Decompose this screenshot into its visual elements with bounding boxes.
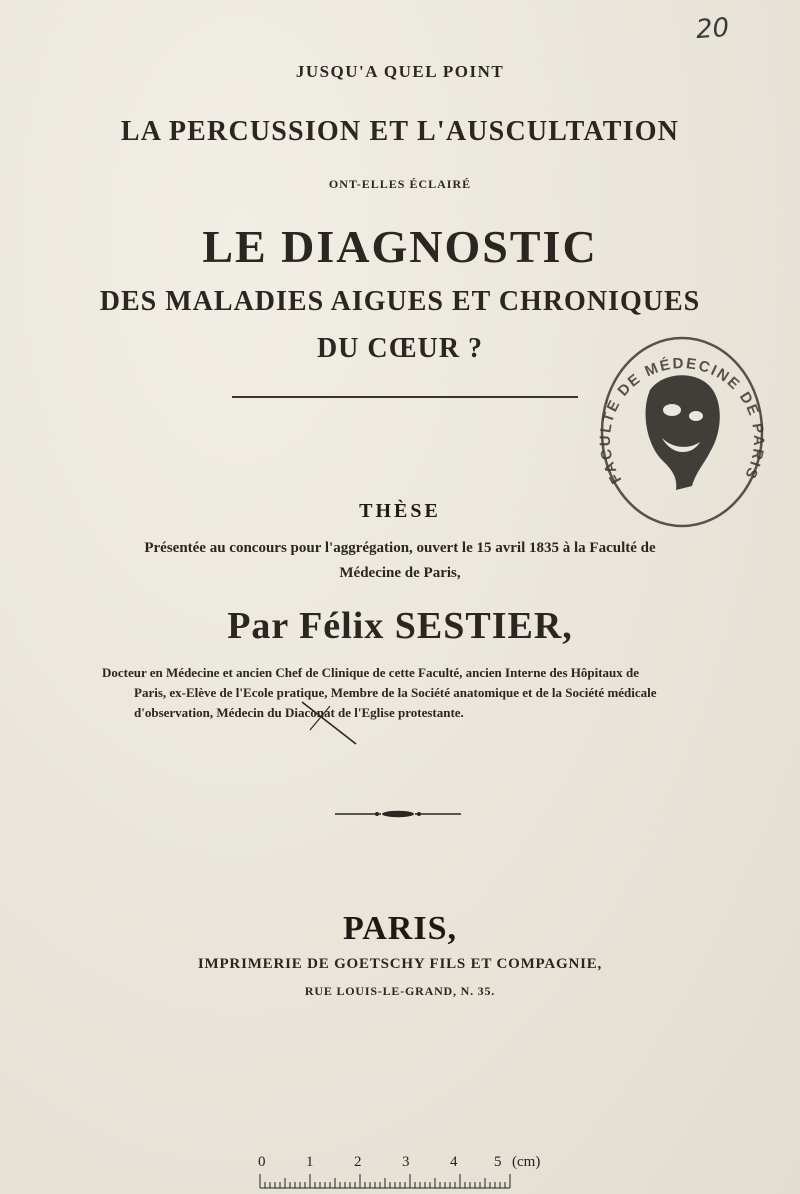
thesis-presented-line-1: Présentée au concours pour l'aggrégation, ouvert le 15 avril 1835 à la Faculté de	[144, 540, 656, 556]
title-divider-rule	[232, 396, 578, 398]
scale-tick-label: 3	[402, 1154, 410, 1170]
title-line-2: LA PERCUSSION ET L'AUSCULTATION	[120, 116, 680, 147]
author-credentials-line-1: Docteur en Médecine et ancien Chef de Clinique de cette Faculté, ancien Interne des Hôpitaux de	[102, 665, 640, 680]
scale-bar	[258, 1172, 518, 1190]
author-byline: Par Félix SESTIER,	[227, 605, 573, 647]
pen-mark	[300, 700, 360, 746]
thesis-label: THÈSE	[359, 500, 441, 522]
handwritten-folio-number: 20	[694, 12, 731, 46]
title-line-3: ONT-ELLES ÉCLAIRÉ	[328, 177, 472, 191]
author-credentials-line-3: d'observation, Médecin du Diaconat de l'Eglise protestante.	[134, 705, 464, 720]
imprint-city: PARIS,	[343, 910, 457, 947]
scale-tick-label: 4	[450, 1154, 458, 1170]
imprint-printer: IMPRIMERIE DE GOETSCHY FILS ET COMPAGNIE,	[197, 956, 603, 972]
title-line-1: JUSQU'A QUEL POINT	[295, 62, 505, 81]
thesis-presented-line-2: Médecine de Paris,	[339, 565, 461, 581]
library-stamp	[592, 330, 768, 536]
title-line-5: DES MALADIES AIGUES ET CHRONIQUES	[99, 286, 701, 317]
author-credentials-line-2: Paris, ex-Elève de l'Ecole pratique, Membre de la Société anatomique et de la Société médicale	[134, 685, 657, 700]
ornamental-divider	[335, 808, 461, 820]
stamp-text: FACULTÉ DE MÉDECINE DE PARIS	[596, 355, 768, 487]
scale-tick-label: 5	[494, 1154, 502, 1170]
title-line-6: DU CŒUR ?	[316, 333, 484, 364]
scale-tick-label: 1	[306, 1154, 314, 1170]
imprint-address: RUE LOUIS-LE-GRAND, N. 35.	[304, 984, 496, 998]
scale-tick-label: 2	[354, 1154, 362, 1170]
main-title: LE DIAGNOSTIC	[202, 221, 598, 272]
scale-unit-label: (cm)	[512, 1154, 541, 1170]
scale-tick-label: 0	[258, 1154, 266, 1170]
